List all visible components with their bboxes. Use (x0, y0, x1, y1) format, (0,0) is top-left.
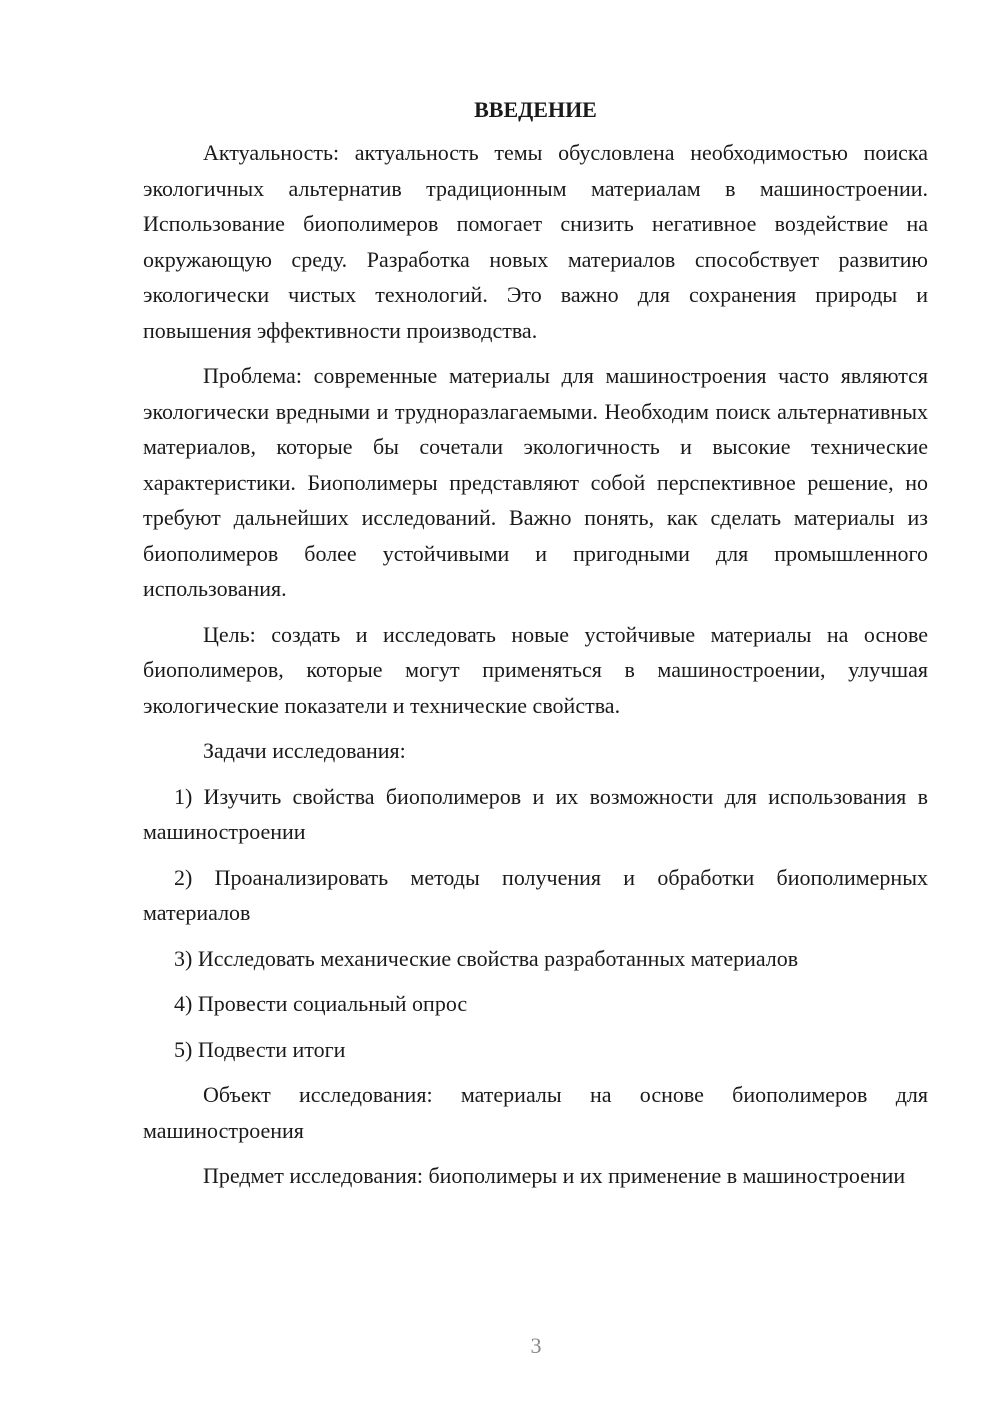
page-number: 3 (530, 1333, 542, 1358)
list-item: 1) Изучить свойства биополимеров и их возможности для использования в машиностроении (143, 783, 928, 844)
subject-paragraph: Предмет исследования: биополимеры и их применение в машиностроении (203, 1163, 906, 1188)
page-content (143, 92, 928, 1204)
list-item: 4) Провести социальный опрос (174, 991, 468, 1016)
goal-paragraph: Цель: создать и исследовать новые устойчивые материалы на основе биополимеров, которые могут применяться в машиностроении, улучшая экологические показатели и технические свойства. (143, 621, 928, 718)
relevance-paragraph: Актуальность: актуальность темы обусловлена необходимостью поиска экологичных альтернатив традиционным материалам в машиностроении. Использование биополимеров помогает снизить негативное воздействие на окружающую среду. Разработка новых материалов способствует развитию экологически чистых технологий. Это важно для сохранения природы и повышения эффективности производства. (143, 140, 928, 343)
tasks-list (143, 779, 928, 1068)
list-item: 5) Подвести итоги (174, 1036, 346, 1062)
tasks-title: Задачи исследования: (203, 738, 406, 763)
section-heading: ВВЕДЕНИЕ (474, 97, 597, 122)
problem-paragraph: Проблема: современные материалы для машиностроения часто являются экологически вредными и трудноразлагаемыми. Необходим поиск альтернативных материалов, которые бы сочетали экологичность и высокие технические характеристики. Биополимеры представляют собой перспективное решение, но требуют дальнейших исследований. Важно понять, как сделать материалы из биополимеров более устойчивыми и пригодными для промышленного использования. (143, 363, 928, 601)
list-item: 3) Исследовать механические свойства разработанных материалов (174, 945, 799, 971)
list-item: 2) Проанализировать методы получения и обработки биополимерных материалов (143, 864, 928, 925)
object-paragraph: Объект исследования: материалы на основе биополимеров для машиностроения (143, 1082, 928, 1143)
